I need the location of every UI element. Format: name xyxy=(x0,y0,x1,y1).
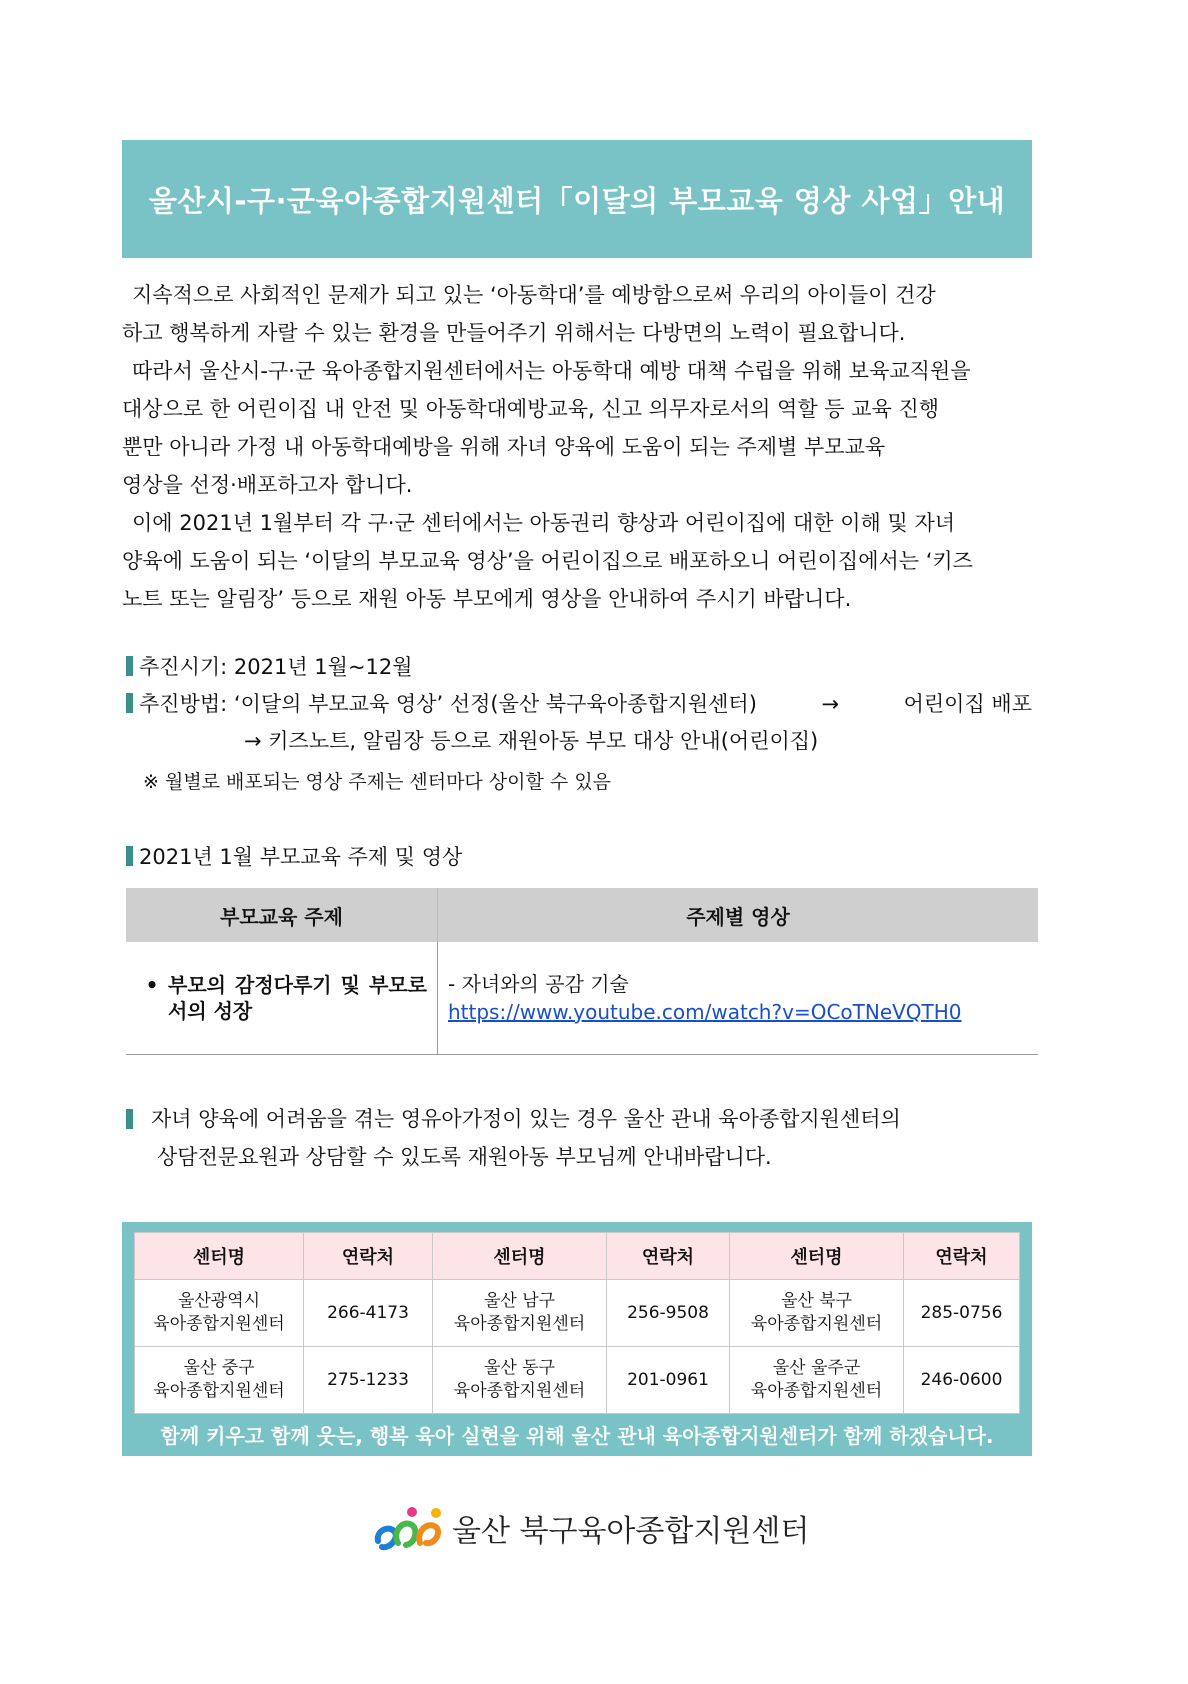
schedule-item xyxy=(126,652,413,682)
center-phone: 285-0756 xyxy=(904,1280,1020,1347)
topic-heading-text: 2021년 1월 부모교육 주제 및 영상 xyxy=(139,845,463,869)
method-item xyxy=(126,689,1032,719)
center-phone: 275-1233 xyxy=(304,1347,433,1414)
intro-line: 뿐만 아니라 가정 내 아동학대예방을 위해 자녀 양육에 도움이 되는 주제별 부모교육 xyxy=(122,435,886,459)
method-text-end: 어린이집 배포 xyxy=(903,692,1032,716)
intro-paragraph-3 xyxy=(122,504,1032,618)
column-header: 주제별 영상 xyxy=(438,888,1039,942)
center-name: 울산 중구 육아종합지원센터 xyxy=(135,1347,304,1414)
contact-paragraph xyxy=(126,1100,1032,1176)
section-marker-icon xyxy=(126,656,133,676)
video-cell xyxy=(438,942,1039,1055)
center-name: 울산 남구 육아종합지원센터 xyxy=(433,1280,607,1347)
contact-line: 자녀 양육에 어려움을 겪는 영유아가정이 있는 경우 울산 관내 육아종합지원센터의 xyxy=(151,1107,901,1131)
center-phone: 266-4173 xyxy=(304,1280,433,1347)
column-header: 센터명 xyxy=(433,1233,607,1280)
intro-line: 대상으로 한 어린이집 내 안전 및 아동학대예방교육, 신고 의무자로서의 역할 등 교육 진행 xyxy=(122,397,940,421)
intro-line: 이에 2021년 1월부터 각 구·군 센터에서는 아동권리 향상과 어린이집에 대한 이해 및 자녀 xyxy=(132,511,956,535)
topic-cell xyxy=(126,942,438,1055)
center-name: 울산 울주군 육아종합지원센터 xyxy=(730,1347,904,1414)
bullet-icon: • xyxy=(145,973,159,997)
section-marker-icon xyxy=(126,1109,133,1129)
column-header: 연락처 xyxy=(304,1233,433,1280)
intro-line: 양육에 도움이 되는 ‘이달의 부모교육 영상’을 어린이집으로 배포하오니 어린이집에서는 ‘키즈 xyxy=(122,549,973,573)
intro-line: 따라서 울산시-구·군 육아종합지원센터에서는 아동학대 예방 대책 수립을 위해 보육교직원을 xyxy=(132,359,971,383)
intro-line: 하고 행복하게 자랄 수 있는 환경을 만들어주기 위해서는 다방면의 노력이 필요합니다. xyxy=(122,321,906,345)
schedule-text: 추진시기: 2021년 1월~12월 xyxy=(139,655,413,679)
table-row xyxy=(126,942,1038,1055)
method-line-2: → 키즈노트, 알림장 등으로 재원아동 부모 대상 안내(어린이집) xyxy=(244,729,819,753)
center-contact-box xyxy=(122,1222,1032,1456)
center-phone: 256-9508 xyxy=(607,1280,730,1347)
contact-line: 상담전문요원과 상담할 수 있도록 재원아동 부모님께 안내바랍니다. xyxy=(157,1145,772,1169)
organization-logo xyxy=(372,1502,809,1554)
column-header: 센터명 xyxy=(730,1233,904,1280)
document-title: 울산시-구·군육아종합지원센터「이달의 부모교육 영상 사업」안내 xyxy=(148,183,1006,218)
column-header: 연락처 xyxy=(607,1233,730,1280)
logo-icon xyxy=(372,1503,446,1553)
column-header: 부모교육 주제 xyxy=(126,888,438,942)
intro-line: 노트 또는 알림장’ 등으로 재원 아동 부모에게 영상을 안내하여 주시기 바랍니다. xyxy=(122,587,852,611)
title-banner xyxy=(122,140,1032,258)
section-marker-icon xyxy=(126,846,133,866)
video-title: - 자녀와의 공감 기술 xyxy=(448,972,629,996)
center-footer-text: 함께 키우고 함께 웃는, 행복 육아 실현을 위해 울산 관내 육아종합지원센터가 함께 하겠습니다. xyxy=(160,1423,994,1448)
video-link[interactable]: https://www.youtube.com/watch?v=OCoTNeVQTH0 xyxy=(448,1000,962,1024)
table-row xyxy=(135,1280,1020,1347)
topic-heading xyxy=(126,842,462,872)
table-row xyxy=(135,1347,1020,1414)
column-header: 센터명 xyxy=(135,1233,304,1280)
topic-text: 부모의 감정다루기 및 부모로서의 성장 xyxy=(168,973,427,1023)
center-name: 울산 북구 육아종합지원센터 xyxy=(730,1280,904,1347)
topic-table xyxy=(126,888,1038,1055)
center-phone: 246-0600 xyxy=(904,1347,1020,1414)
method-text: 추진방법: ‘이달의 부모교육 영상’ 선정(울산 북구육아종합지원센터) xyxy=(139,692,757,716)
intro-paragraph-2 xyxy=(122,352,1032,504)
arrow-icon: → xyxy=(821,692,840,716)
logo-text: 울산 북구육아종합지원센터 xyxy=(452,1514,810,1549)
center-name: 울산 동구 육아종합지원센터 xyxy=(433,1347,607,1414)
center-phone: 201-0961 xyxy=(607,1347,730,1414)
intro-line: 지속적으로 사회적인 문제가 되고 있는 ‘아동학대’를 예방함으로써 우리의 아이들이 건강 xyxy=(132,283,936,307)
center-name: 울산광역시 육아종합지원센터 xyxy=(135,1280,304,1347)
note-text: ※ 월별로 배포되는 영상 주제는 센터마다 상이할 수 있음 xyxy=(143,771,612,793)
center-table xyxy=(134,1232,1020,1414)
intro-line: 영상을 선정·배포하고자 합니다. xyxy=(122,473,413,497)
column-header: 연락처 xyxy=(904,1233,1020,1280)
intro-paragraph-1 xyxy=(122,276,1032,352)
section-marker-icon xyxy=(126,693,133,713)
